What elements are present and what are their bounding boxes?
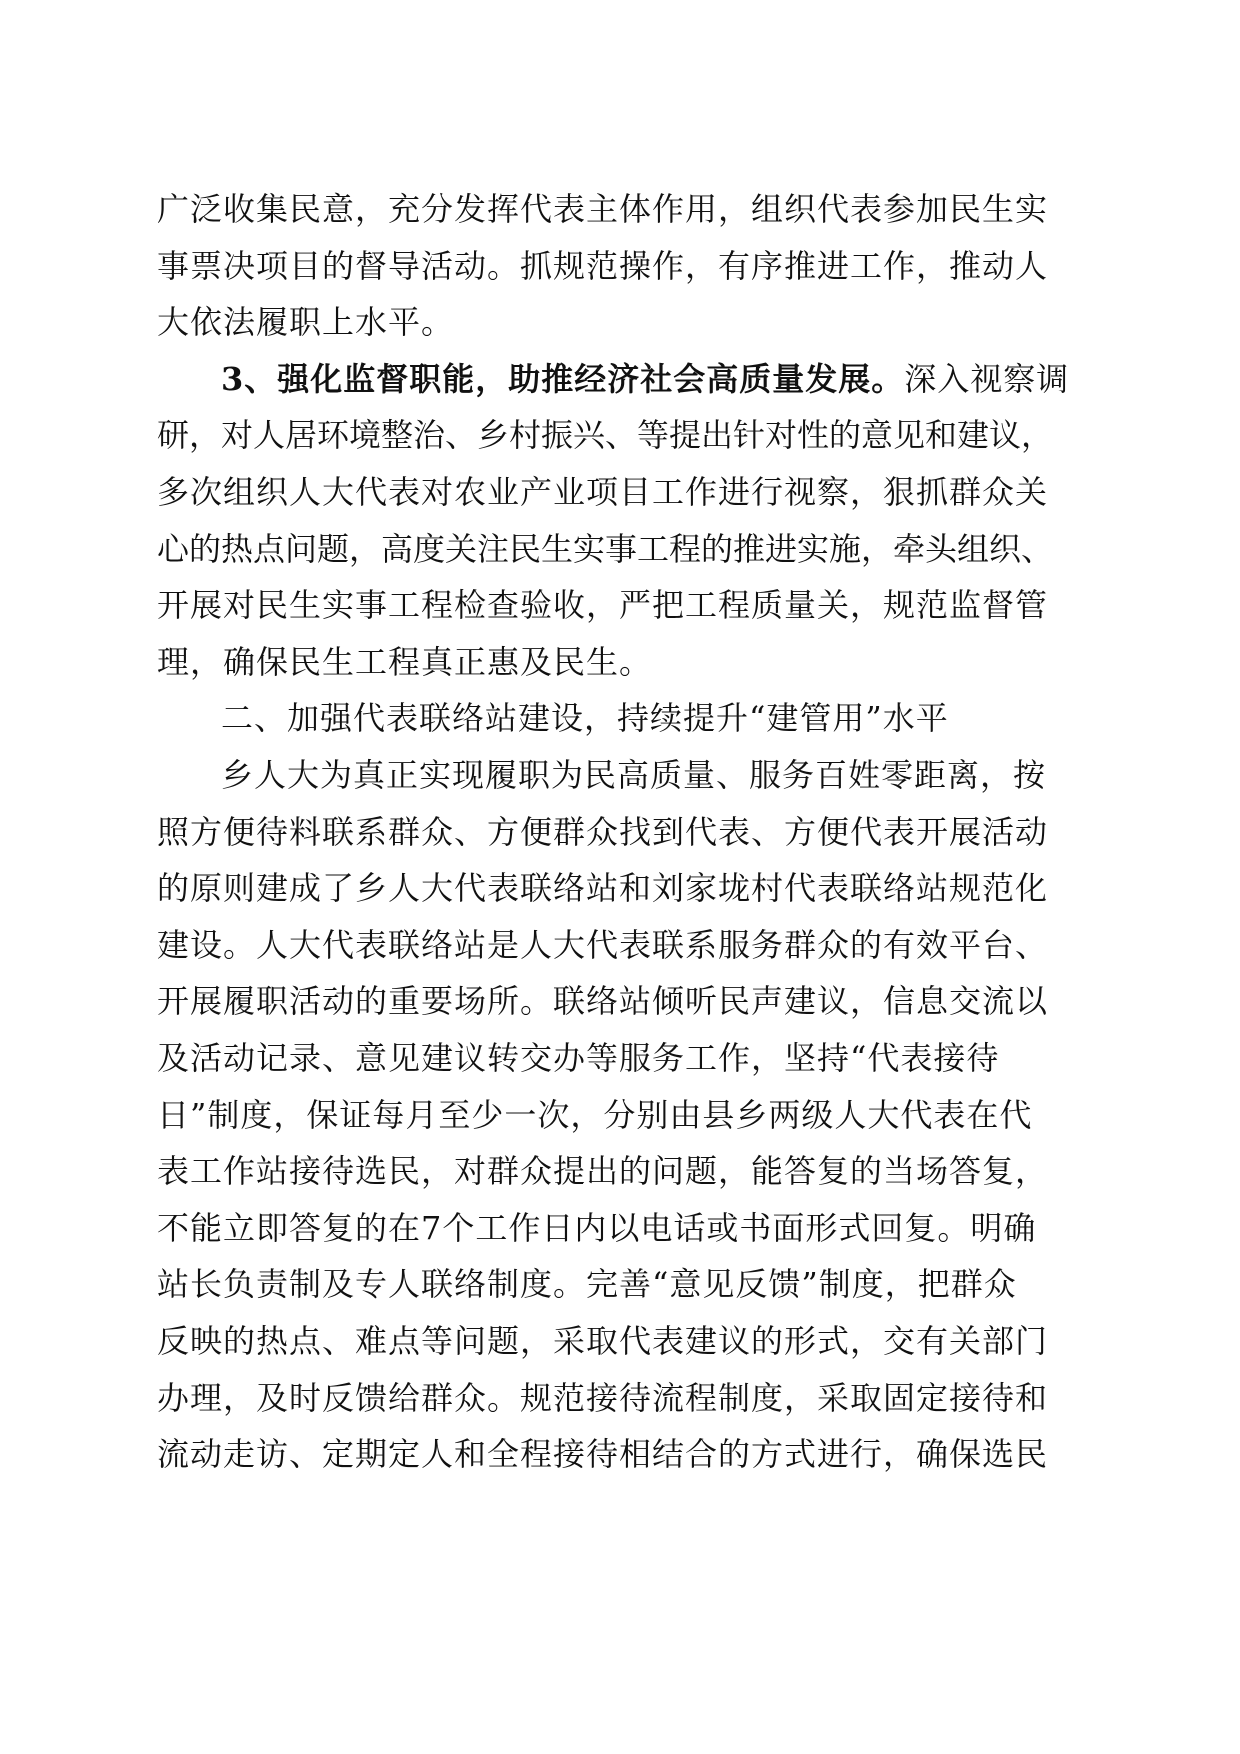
line-text: 流动走访、定期定人和全程接待相结合的方式进行，确保选民 <box>157 1435 1049 1474</box>
text-line <box>157 808 1048 856</box>
line-text: 表工作站接待选民，对群众提出的问题，能答复的当场答复， <box>157 1152 1049 1191</box>
line-text: 理，确保民生工程真正惠及民生。 <box>157 642 653 681</box>
text-line <box>221 694 949 742</box>
line-text: 广泛收集民意，充分发挥代表主体作用，组织代表参加民生实 <box>157 190 1049 228</box>
text-line <box>157 1260 1017 1308</box>
line-text: 开展对民生实事工程检查验收，严把工程质量关，规范监督管 <box>157 586 1049 625</box>
text-line <box>157 468 1048 516</box>
line-text: 日”制度，保证每月至少一次，分别由县乡两级人大代表在代 <box>157 1095 1033 1134</box>
line-text: 反映的热点、难点等问题，采取代表建议的形式，交有关部门 <box>157 1322 1049 1360</box>
text-line <box>157 864 1048 912</box>
text-line <box>157 977 1048 1025</box>
line-text: 不能立即答复的在7个工作日内以电话或书面形式回复。明确 <box>157 1208 1037 1247</box>
text-line <box>157 185 1048 233</box>
text-line <box>157 581 1048 629</box>
text-line <box>157 1374 1048 1422</box>
line-text: 乡人大为真正实现履职为民高质量、服务百姓零距离，按 <box>221 756 1047 794</box>
text-line <box>157 1317 1048 1365</box>
text-line <box>157 1204 1036 1252</box>
line-text: 深入视察调 <box>904 359 1070 398</box>
text-line <box>157 525 1053 573</box>
text-line <box>157 1091 1032 1139</box>
text-line <box>157 242 1048 290</box>
text-line <box>157 1034 999 1082</box>
text-line <box>157 411 1053 459</box>
line-text: 多次组织人大代表对农业产业项目工作进行视察，狠抓群众关 <box>157 473 1049 511</box>
line-text: 研，对人居环境整治、乡村振兴、等提出针对性的意见和建议， <box>157 416 1054 455</box>
text-line <box>157 638 652 686</box>
line-text: 事票决项目的督导活动。抓规范操作，有序推进工作，推动人 <box>157 246 1049 285</box>
line-text: 大依法履职上水平。 <box>157 303 455 342</box>
line-text: 的原则建成了乡人大代表联络站和刘家垅村代表联络站规范化 <box>157 869 1049 908</box>
text-line <box>221 751 1046 799</box>
line-text: 建设。人大代表联络站是人大代表联系服务群众的有效平台、 <box>157 925 1049 964</box>
line-text: 办理，及时反馈给群众。规范接待流程制度，采取固定接待和 <box>157 1378 1049 1417</box>
section-heading: 3、强化监督职能，助推经济社会高质量发展。 <box>221 359 905 398</box>
text-line <box>157 1147 1048 1195</box>
text-line <box>221 355 1069 403</box>
text-line <box>157 1430 1048 1478</box>
line-text: 及活动记录、意见建议转交办等服务工作，坚持“代表接待 <box>157 1039 1000 1077</box>
text-line <box>157 298 454 346</box>
line-text: 站长负责制及专人联络制度。完善“意见反馈”制度，把群众 <box>157 1265 1017 1304</box>
text-line <box>157 921 1048 969</box>
line-text: 心的热点问题，高度关注民生实事工程的推进实施，牵头组织、 <box>157 529 1054 568</box>
line-text: 开展履职活动的重要场所。联络站倾听民声建议，信息交流以 <box>157 982 1049 1021</box>
line-text: 照方便待料联系群众、方便群众找到代表、方便代表开展活动 <box>157 812 1049 851</box>
line-text: 二、加强代表联络站建设，持续提升“建管用”水平 <box>221 699 949 738</box>
